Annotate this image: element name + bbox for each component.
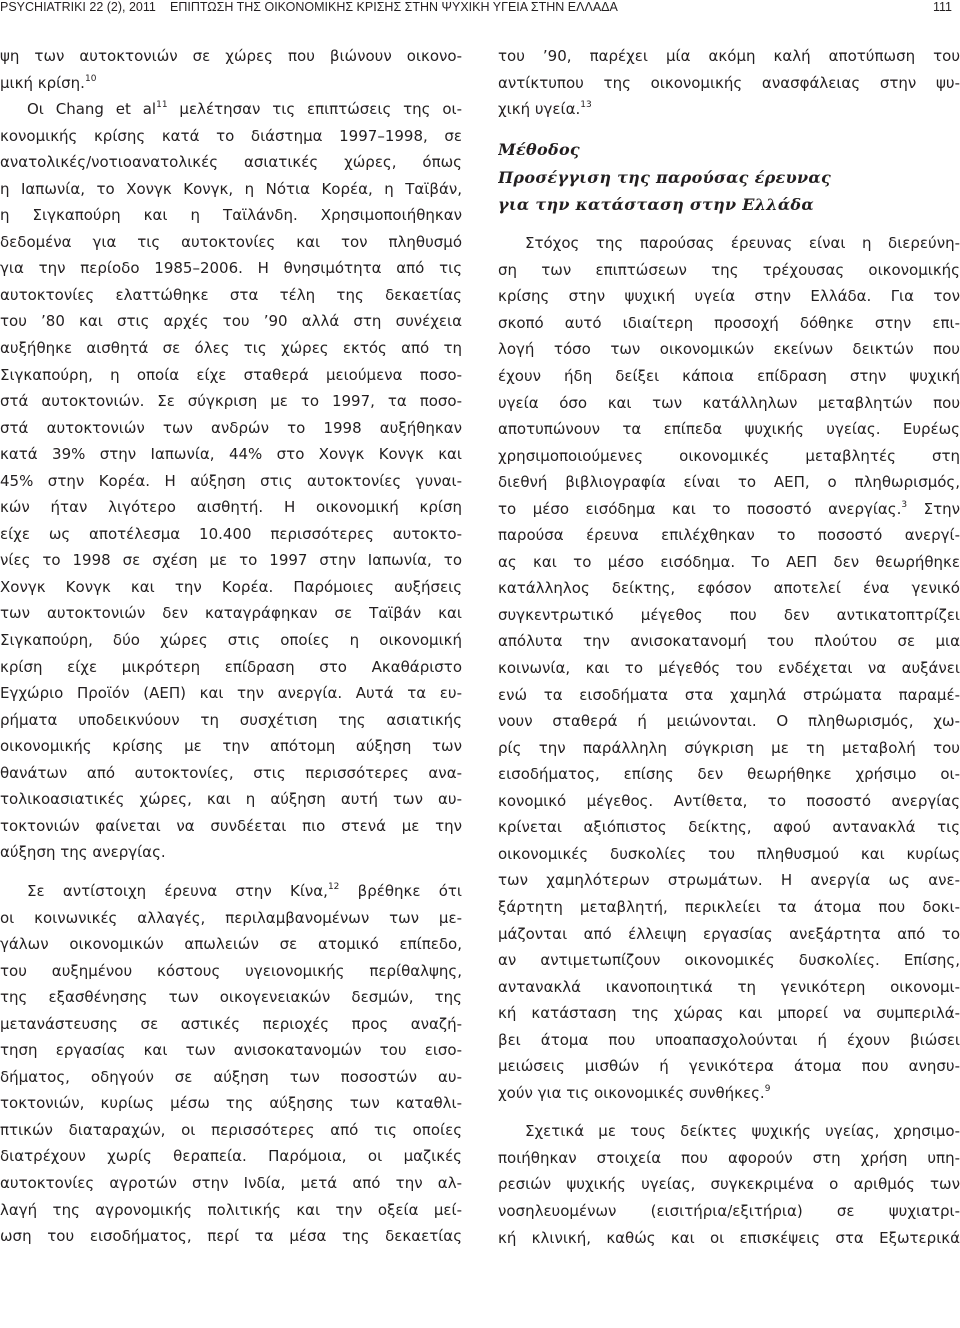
text-line: τολικοασιατικές χώρες, και η αύξηση αυτή των αυ- <box>0 790 462 809</box>
text-line: μάζονται από έλλειψη εργασίας ανεξάρτητα από το <box>498 924 960 943</box>
text-line: κονομικής κρίσης κατά το διάστημα 1997–1998, σε <box>0 126 462 145</box>
citation-ref: 12 <box>327 881 340 892</box>
text-line: ρεσιών ψυχικής υγείας, συγκεκριμένα ο αριθμός των <box>498 1175 960 1194</box>
text-line: χρησιμοποιούμενες οικονομικές μεταβλητές στη <box>498 446 960 465</box>
text-line <box>498 1080 960 1107</box>
text-line: για την περίοδο 1985–2006. Η θνησιμότητα από τις <box>0 259 462 278</box>
text-line: τοκτονιών, κυρίως μέσω της αύξησης των καταθλι- <box>0 1094 462 1113</box>
citation-ref: 9 <box>764 1083 771 1094</box>
citation-ref: 10 <box>84 73 97 84</box>
text-line: λογή τόσο των οικονομικών εκείνων δεικτών που <box>498 340 960 359</box>
text-line: διατρέχουν χωρίς θεραπεία. Παρόμοια, οι μαζικές <box>0 1147 462 1166</box>
text-span: Στην <box>907 499 960 518</box>
text-line: τοκτονιών φαίνεται να συνδέεται πιο στενά με την <box>0 816 462 835</box>
text-line: απόλυτα την ανισοκατανομή του πλούτου σε μια <box>498 632 960 651</box>
text-line: πτικών διαταραχών, οι περισσότερες από τις οποίες <box>0 1120 462 1139</box>
text-line: είχε ως αποτέλεσμα 10.400 περισσότερες αυτοκτο- <box>0 524 462 543</box>
text-line: στά αυτοκτονιών. Σε σύγκριση με το 1997, τα ποσο- <box>0 392 462 411</box>
left-column <box>0 43 462 1250</box>
text-line: ρήματα υποδεικνύουν τη συσχέτιση της ασιατικής <box>0 710 462 729</box>
text-line: ενώ τα εισοδήματα στα χαμηλά στρώματα παραμέ- <box>498 685 960 704</box>
text-line <box>0 70 462 97</box>
text-line: δεδομένα για τις αυτοκτονίες και τον πληθυσμό <box>0 232 462 251</box>
text-line: αποτυπώνουν τα επίπεδα ψυχικής υγείας. Ευρέως <box>498 420 960 439</box>
text-line: Σιγκαπούρη, η οποία είχε σταθερά μειούμενα ποσο- <box>0 365 462 384</box>
subsection-heading <box>498 165 960 218</box>
text-line: αντανακλά ικανοποιητικά τη γενικότερη οικονομι- <box>498 977 960 996</box>
text-line: του ’80 και στις αρχές του ’90 αλλά στη συνέχεια <box>0 312 462 331</box>
text-span: Σε αντίστοιχη έρευνα στην Κίνα, <box>27 881 328 900</box>
text-line: στά αυτοκτονιών των ανδρών το 1998 αυξήθηκαν <box>0 418 462 437</box>
text-line: ψη των αυτοκτονιών σε χώρες που βιώνουν οικονο- <box>0 47 462 65</box>
text-line: της εξασθένησης των οικογενειακών δεσμών, της <box>0 988 462 1007</box>
right-column <box>498 43 960 1251</box>
text-line: κοινωνία, και το μέγεθός του ενδέχεται να αυξάνει <box>498 659 960 678</box>
text-line: κονομικό μέγεθος. Αντίθετα, το ποσοστό ανεργίας <box>498 791 960 810</box>
text-line <box>498 496 960 523</box>
text-line: κρίσης στην ψυχική υγεία στην Ελλάδα. Για τον <box>498 287 960 306</box>
text-line: υγεία όσο και των κατάλληλων μεταβλητών που <box>498 393 960 412</box>
text-line: παρούσα έρευνα επιλέχθηκαν το ποσοστό ανεργί- <box>498 526 960 545</box>
text-line: βει άτομα που υποαπασχολούνται ή έχουν βιώσει <box>498 1030 960 1049</box>
text-span: Οι Chang et al <box>27 100 157 119</box>
text-line: νουν σταθερά ή μειώνονται. Ο πληθωρισμός, χω- <box>498 712 960 731</box>
text-line: εισοδήματος, επίσης δεν θεωρήθηκε χρήσιμο οι- <box>498 765 960 784</box>
subsection-title-line: Προσέγγιση της παρούσας έρευνας <box>498 168 832 188</box>
text-span: μική κρίση. <box>0 73 85 92</box>
text-line: του αυξημένου κόστους υγειονομικής περίθαλψης, <box>0 961 462 980</box>
text-line: των αυτοκτονιών δεν καταγράφηκαν σε Ταϊβάν και <box>0 604 462 623</box>
text-line: γάλων οικονομικών απωλειών σε ατομικό επίπεδο, <box>0 935 462 954</box>
text-line: Χονγκ Κονγκ και την Κορέα. Παρόμοιες αυξήσεις <box>0 577 462 596</box>
text-line: αυξήθηκε αισθητά σε όλες τις χώρες εκτός από τη <box>0 339 462 358</box>
text-line: οι κοινωνικές αλλαγές, περιλαμβανομένων των με- <box>0 908 462 927</box>
text-line: κρίνεται αξιόπιστος δείκτης, αφού αντανακλά τις <box>498 818 960 837</box>
text-line <box>0 96 462 123</box>
text-line: συγκεντρωτικό μέγεθος που δεν αντικατοπτρίζει <box>498 605 960 624</box>
text-line: διεθνή βιβλιογραφία είναι το ΑΕΠ, ο πληθωρισμός, <box>498 473 960 492</box>
text-line: ρίς την παράλληλη σύγκριση με τη μεταβολή του <box>498 738 960 757</box>
page-number: 111 <box>933 0 953 14</box>
text-line: λαγή της αγρονομικής πολιτικής και την οξεία μεί- <box>0 1200 462 1219</box>
text-span: χούν για τις οικονομικές συνθήκες. <box>498 1083 765 1102</box>
text-line: κή κλινική, καθώς και οι επισκέψεις στα Εξωτερικά <box>498 1228 960 1247</box>
text-line: η Σιγκαπούρη και η Ταϊλάνδη. Χρησιμοποιήθηκαν <box>0 206 462 225</box>
text-line: ξάρτητη μεταβλητή, περικλείει τα άτομα που δοκι- <box>498 897 960 916</box>
citation-ref: 3 <box>901 499 908 510</box>
text-span: χική υγεία. <box>498 100 581 119</box>
subsection-title-line: για την κατάσταση στην Ελλάδα <box>498 194 815 214</box>
text-line: αύξηση της ανεργίας. <box>0 843 166 862</box>
text-line: έχουν ήδη δείξει κάποια επίδραση στην ψυχική <box>498 367 960 386</box>
text-line: ας και το μέσο εισόδημα. Το ΑΕΠ δεν θεωρήθηκε <box>498 552 960 571</box>
text-line: μειώσεις μισθών ή γενικότερα άτομα που ανησυ- <box>498 1057 960 1076</box>
text-line: οικονομικές δυσκολίες του πληθυσμού και κυρίως <box>498 844 960 863</box>
text-line: Εγχώριο Προϊόν (ΑΕΠ) και την ανεργία. Αυτά τα ευ- <box>0 684 462 703</box>
citation-ref: 11 <box>156 100 168 111</box>
text-line: κρίση είχε μικρότερη επίδραση στο Ακαθάριστο <box>0 657 462 676</box>
running-header <box>0 0 960 22</box>
text-span: βρέθηκε ότι <box>339 881 462 900</box>
text-line: δήματος, οδηγούν σε αύξηση των ποσοστών αυ- <box>0 1067 462 1086</box>
text-line <box>498 96 960 123</box>
section-heading-method <box>498 137 960 164</box>
text-line: των χαμηλότερων στρωμάτων. Η ανεργία ως ανε- <box>498 871 960 890</box>
text-line: κατά 39% στην Ιαπωνία, 44% στο Χονγκ Κονγκ και <box>0 445 462 464</box>
text-line: ση των επιπτώσεων της τρέχουσας οικονομικής <box>498 260 960 279</box>
text-line: νοσηλευομένων (εισιτήρια/εξιτήρια) σε ψυχιατρι- <box>498 1201 960 1220</box>
text-line: αν αντιμετωπίζουν οικονομικές δυσκολίες. Επίσης, <box>498 951 960 970</box>
text-line: του ’90, παρέχει μία ακόμη καλή αποτύπωση του <box>498 47 960 65</box>
text-line: ποιήθηκαν στοιχεία που αφορούν στη χρήση υπη- <box>498 1148 960 1167</box>
section-title: Μέθοδος <box>498 139 580 159</box>
text-line: 45% στην Κορέα. Η αύξηση στις αυτοκτονίες γυναι- <box>0 471 462 490</box>
text-line: ανατολικές/νοτιοανατολικές ασιατικές χώρες, όπως <box>0 153 462 172</box>
text-line: αντίκτυπου της οικονομικής ανασφάλειας στην ψυ- <box>498 73 960 92</box>
text-line: Σιγκαπούρη, δύο χώρες στις οποίες η οικονομική <box>0 631 462 650</box>
running-title: ΕΠΙΠΤΩΣΗ ΤΗΣ ΟΙΚΟΝΟΜΙΚΗΣ ΚΡΙΣΗΣ ΣΤΗΝ ΨΥΧΙΚΗ ΥΓΕΙΑ ΣΤΗΝ ΕΛΛΑΔΑ <box>170 0 618 14</box>
text-line: μετανάστευσης σε αστικές περιοχές προς αναζή- <box>0 1014 462 1033</box>
text-line: θανάτων από αυτοκτονίες, στις περισσότερες ανα- <box>0 763 462 782</box>
text-line: Σχετικά με τους δείκτες ψυχικής υγείας, χρησιμο- <box>525 1122 960 1141</box>
text-span: μελέτησαν τις επιπτώσεις της οι- <box>167 100 462 119</box>
text-line: η Ιαπωνία, το Χονγκ Κονγκ, η Νότια Κορέα, η Ταϊβάν, <box>0 179 462 198</box>
citation-ref: 13 <box>580 100 592 111</box>
text-line: τηση εργασίας και των ανισοκατανομών του εισο- <box>0 1041 462 1060</box>
text-line: κή κατάσταση της χώρας και μπορεί να συμπεριλά- <box>498 1004 960 1023</box>
journal-citation: PSYCHIATRIKI 22 (2), 2011 <box>0 0 156 14</box>
text-line: σκοπό αυτό ιδιαίτερη προσοχή δόθηκε στην επι- <box>498 313 960 332</box>
text-line: κών ήταν λιγότερο αισθητή. Η οικονομική κρίση <box>0 498 462 517</box>
text-line: ωση του εισοδήματος, περί τα μέσα της δεκαετίας <box>0 1227 462 1246</box>
text-span: το μέσο εισόδημα και το ποσοστό ανεργίας. <box>498 499 902 518</box>
text-line: οικονομικής κρίσης με την απότομη αύξηση των <box>0 737 462 756</box>
text-line: αυτοκτονίες ελαττώθηκε στα τέλη της δεκαετίας <box>0 285 462 304</box>
text-line: νίες το 1998 σε σχέση με το 1997 στην Ιαπωνία, το <box>0 551 462 570</box>
text-line: κατάλληλος δείκτης, εφόσον αποτελεί ένα γενικό <box>498 579 960 598</box>
text-line: αυτοκτονίες αγροτών στην Ινδία, μετά από την αλ- <box>0 1173 462 1192</box>
text-line: Στόχος της παρούσας έρευνας είναι η διερεύνη- <box>525 234 960 253</box>
text-line <box>0 878 462 905</box>
